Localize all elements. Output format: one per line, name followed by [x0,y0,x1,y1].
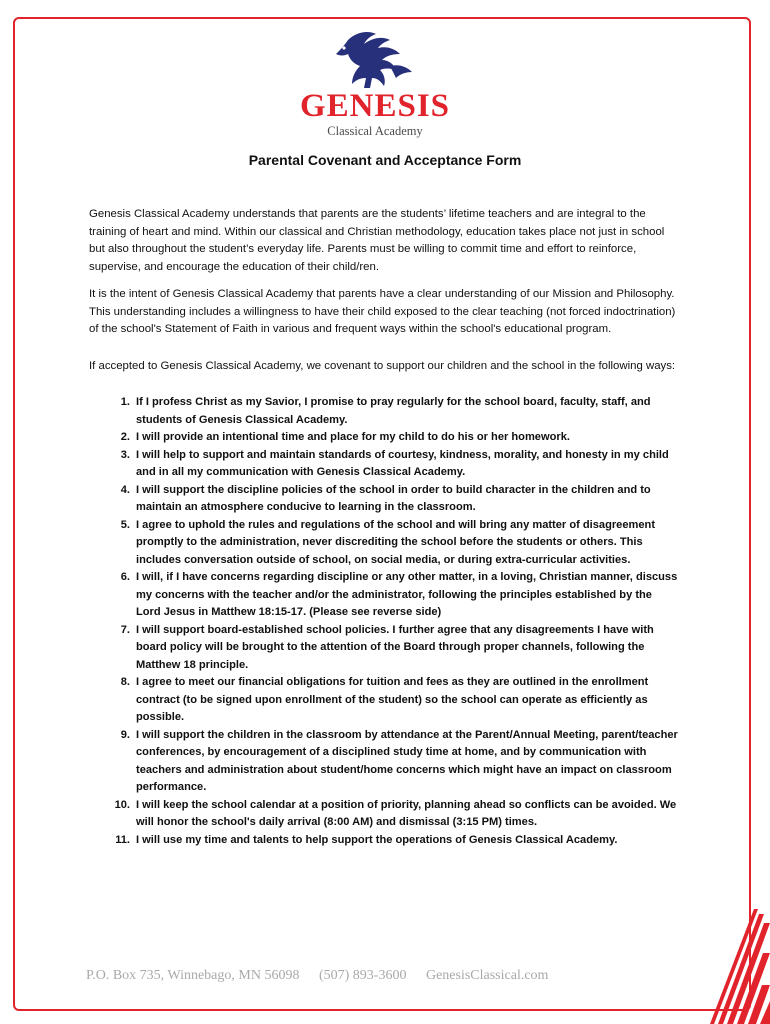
footer-phone: (507) 893-3600 [318,968,407,983]
list-item: 4. I will support the discipline policies of the school in order to build character in the children and to maintain an atmosphere conducive to learning in the classroom. [120,483,651,513]
list-item: 3. I will help to support and maintain standards of courtesy, kindness, morality, and honesty in my child and in all my communication with Genesis Classical Academy. [120,448,669,478]
covenant-lead-paragraph: If accepted to Genesis Classical Academy, we covenant to support our children and the school in the following ways: [89,359,676,372]
list-item: 9. I will support the children in the classroom by attendance at the Parent/Annual Meeting, parent/teacher conferences, by encouragement of a disciplined study time at home, and by communication with teachers and administration about student/home concerns which might have an impact on classroom performance. [120,728,678,793]
footer-address: P.O. Box 735, Winnebago, MN 56098 [86,968,300,983]
intent-paragraph: It is the intent of Genesis Classical Academy that parents have a clear understanding of our Mission and Philosophy. This understanding includes a willingness to have their child exposed to the clear teaching (not forced indoctrination) of the school's Statement of Faith in various and frequent ways within the school's educational program. [89,288,676,335]
griffin-icon [330,30,420,92]
list-item: 2. I will provide an intentional time and place for my child to do his or her homework. [120,431,570,443]
document-title: Parental Covenant and Acceptance Form [248,152,522,168]
intro-paragraph: Genesis Classical Academy understands that parents are the students’ lifetime teachers and are integral to the training of heart and mind. Within our classical and Christian methodology, education takes place not just in school but also throughout the student’s everyday life. Parents must be willing to commit time and effort to reinforce, supervise, and encourage the education of their child/ren. [89,208,665,273]
logo-name: GENESIS [299,88,451,124]
list-item: 11. I will use my time and talents to help support the operations of Genesis Classical Academy. [115,833,618,846]
list-item: 5. I agree to uphold the rules and regulations of the school and will bring any matter of disagreement promptly to the administration, never discrediting the school before the students or others. This includes conversation outside of school, on social media, or during extra-curricular activities. [120,518,656,566]
document-body [89,206,679,849]
list-item: 6. I will, if I have concerns regarding discipline or any other matter, in a loving, Christian manner, discuss my concerns with the teacher and/or the administrator, following the principles established by the Lord Jesus in Matthew 18:15-17. (Please see reverse side) [120,571,678,618]
list-item: 8. I agree to meet our financial obligations for tuition and fees as they are outlined in the enrollment contract (to be signed upon enrollment of the student) so the school can operate as efficiently as possible. [120,676,649,723]
corner-stripes-decoration [700,909,770,1024]
footer-contact [86,968,564,984]
list-item: 7. I will support board-established school policies. I further agree that any disagreements I have with board policy will be brought to the attention of the Board through proper channels, following the Matthew 18 principle. [120,623,654,671]
footer-website: GenesisClassical.com [425,968,549,983]
list-item: 10. I will keep the school calendar at a position of priority, planning ahead so conflicts can be avoided. We will honor the school's daily arrival (8:00 AM) and dismissal (3:15 PM) times. [114,798,677,828]
list-item: 1. If I profess Christ as my Savior, I promise to pray regularly for the school board, faculty, staff, and students of Genesis Classical Academy. [120,396,651,426]
covenant-list [89,394,679,849]
logo-subtitle: Classical Academy [327,124,423,138]
school-logo [290,30,460,140]
